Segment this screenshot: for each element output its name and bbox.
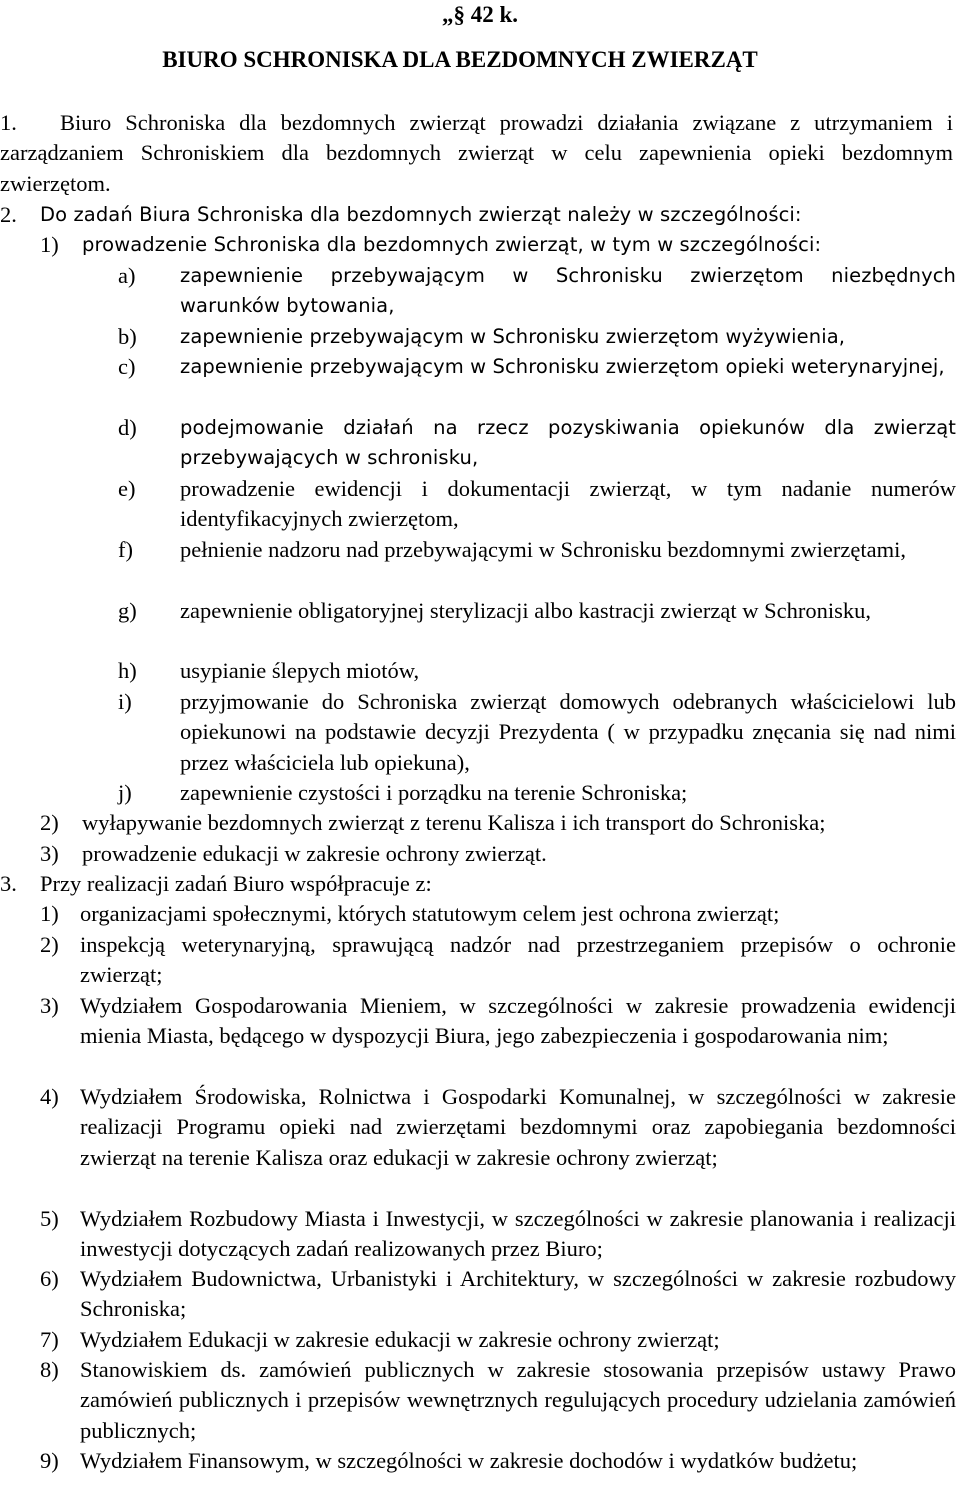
p3-item-1-text: organizacjami społecznymi, których statutowym celem jest ochrona zwierząt;	[80, 901, 780, 926]
subitem-c-text: zapewnienie przebywającym w Schronisku zwierzętom opieki weterynaryjnej,	[180, 355, 945, 378]
p2-item-2-number: 2)	[40, 810, 59, 835]
p2-item-1-text: prowadzenie Schroniska dla bezdomnych zwierząt, w tym w szczególności:	[82, 233, 822, 256]
subitem-j-number: j)	[118, 780, 132, 805]
p3-item-8-number: 8)	[40, 1357, 59, 1382]
subitem-i-text: przyjmowanie do Schroniska zwierząt domowych odebranych właścicielowi lub opiekunowi na podstawie decyzji Prezydenta ( w przypadku znęcania się nad nimi przez właściciela lub opiekuna),	[180, 689, 956, 775]
p3-item-2-text: inspekcją weterynaryjną, sprawującą nadzór nad przestrzeganiem przepisów o ochronie zwierząt;	[80, 932, 956, 988]
subitem-e-number: e)	[118, 476, 136, 501]
p3-item-3-number: 3)	[40, 993, 59, 1018]
unit-title: BIURO SCHRONISKA DLA BEZDOMNYCH ZWIERZĄT	[162, 47, 758, 72]
p3-item-1-number: 1)	[40, 901, 59, 926]
article-number: „§ 42 k.	[441, 2, 519, 27]
subitem-f-number: f)	[118, 537, 133, 562]
subitem-h-number: h)	[118, 658, 137, 683]
subitem-c-number: c)	[118, 354, 136, 379]
paragraph-2-number: 2.	[0, 202, 17, 227]
p3-item-7-number: 7)	[40, 1327, 59, 1352]
paragraph-2-intro: Do zadań Biura Schroniska dla bezdomnych zwierząt należy w szczególności:	[40, 203, 802, 226]
p3-item-4-text: Wydziałem Środowiska, Rolnictwa i Gospodarki Komunalnej, w szczególności w zakresie realizacji Programu opieki nad zwierzętami bezdomnymi oraz zapobiegania bezdomności zwierząt na terenie Kalisza oraz edukacji w zakresie ochrony zwierząt;	[80, 1084, 956, 1170]
p2-item-1-number: 1)	[40, 232, 59, 257]
subitem-d-text: podejmowanie działań na rzecz pozyskiwania opiekunów dla zwierząt przebywających w schronisku,	[180, 416, 956, 470]
p3-item-3-text: Wydziałem Gospodarowania Mieniem, w szczególności w zakresie prowadzenia ewidencji mienia Miasta, będącego w dyspozycji Biura, jego zabezpieczenia i gospodarowania nim;	[80, 993, 956, 1049]
p2-item-2-text: wyłapywanie bezdomnych zwierząt z terenu Kalisza i ich transport do Schroniska;	[82, 810, 826, 835]
paragraph-1-text: Biuro Schroniska dla bezdomnych zwierząt prowadzi działania związane z utrzymaniem i zarządzaniem Schroniskiem dla bezdomnych zwierząt w celu zapewnienia opieki bezdomnym zwierzętom.	[0, 110, 953, 196]
subitem-a-number: a)	[118, 263, 136, 288]
p3-item-6-text: Wydziałem Budownictwa, Urbanistyki i Architektury, w szczególności w zakresie rozbudowy Schroniska;	[80, 1266, 956, 1322]
p3-item-2-number: 2)	[40, 932, 59, 957]
p3-item-9-number: 9)	[40, 1448, 59, 1473]
p2-item-3-number: 3)	[40, 841, 59, 866]
paragraph-3-number: 3.	[0, 871, 17, 896]
paragraph-1-number: 1.	[0, 110, 17, 135]
subitem-f-text: pełnienie nadzoru nad przebywającymi w Schronisku bezdomnymi zwierzętami,	[180, 537, 906, 562]
subitem-b-text: zapewnienie przebywającym w Schronisku zwierzętom wyżywienia,	[180, 325, 846, 348]
p3-item-6-number: 6)	[40, 1266, 59, 1291]
subitem-g-text: zapewnienie obligatoryjnej sterylizacji albo kastracji zwierząt w Schronisku,	[180, 598, 871, 623]
subitem-d-number: d)	[118, 415, 137, 440]
p3-item-8-text: Stanowiskiem ds. zamówień publicznych w zakresie stosowania przepisów ustawy Prawo zamówień publicznych i przepisów wewnętrznych regulujących procedury udzielania zamówień publicznych;	[80, 1357, 956, 1443]
subitem-h-text: usypianie ślepych miotów,	[180, 658, 420, 683]
subitem-i-number: i)	[118, 689, 132, 714]
p2-item-3-text: prowadzenie edukacji w zakresie ochrony zwierząt.	[82, 841, 547, 866]
subitem-a-text: zapewnienie przebywającym w Schronisku zwierzętom niezbędnych warunków bytowania,	[180, 264, 956, 318]
p3-item-4-number: 4)	[40, 1084, 59, 1109]
p3-item-5-number: 5)	[40, 1206, 59, 1231]
p3-item-9-text: Wydziałem Finansowym, w szczególności w zakresie dochodów i wydatków budżetu;	[80, 1448, 858, 1473]
p3-item-7-text: Wydziałem Edukacji w zakresie edukacji w zakresie ochrony zwierząt;	[80, 1327, 720, 1352]
subitem-b-number: b)	[118, 324, 137, 349]
p3-item-5-text: Wydziałem Rozbudowy Miasta i Inwestycji, w szczególności w zakresie planowania i realizacji inwestycji dotyczących zadań realizowanych przez Biuro;	[80, 1206, 956, 1262]
paragraph-3-intro: Przy realizacji zadań Biuro współpracuje z:	[40, 871, 432, 896]
subitem-j-text: zapewnienie czystości i porządku na terenie Schroniska;	[180, 780, 688, 805]
subitem-e-text: prowadzenie ewidencji i dokumentacji zwierząt, w tym nadanie numerów identyfikacyjnych zwierzętom,	[180, 476, 956, 532]
subitem-g-number: g)	[118, 598, 137, 623]
